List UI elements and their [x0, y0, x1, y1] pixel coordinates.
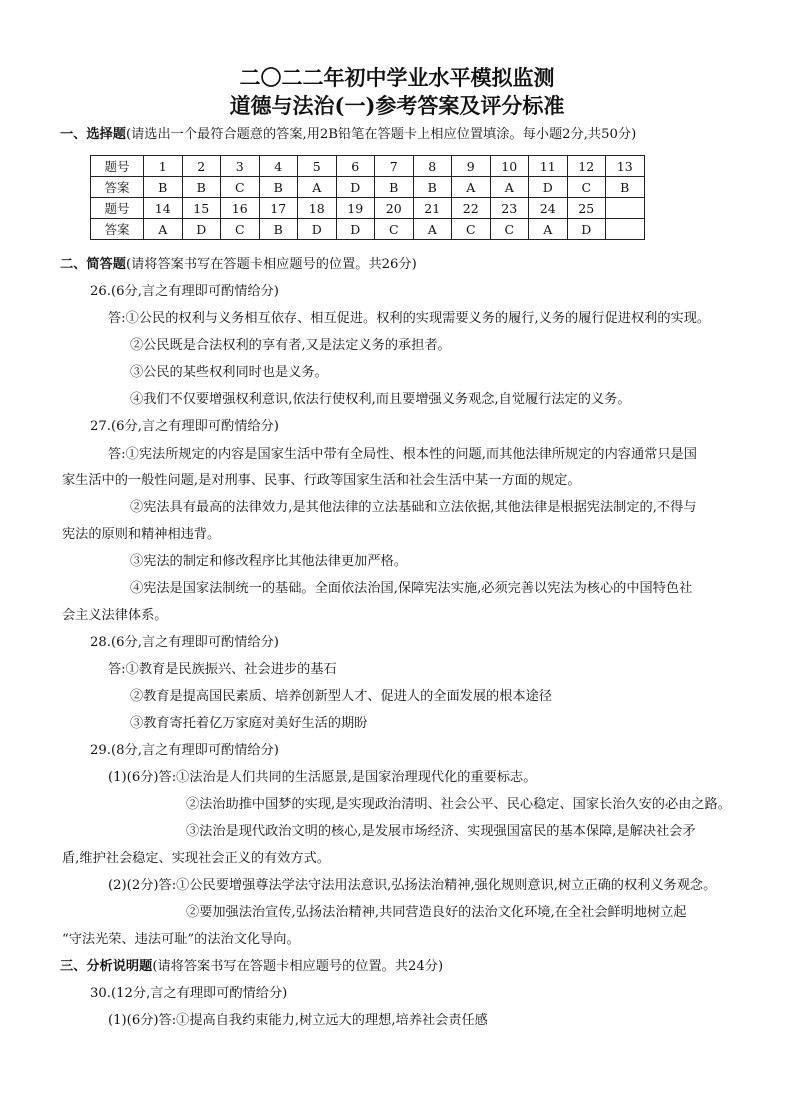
- table-cell: 1: [144, 156, 183, 177]
- answer-line: ③公民的某些权利同时也是义务。: [130, 365, 328, 380]
- answer-line: ④宪法是国家法制统一的基础。全面依法治国,保障宪法实施,必须完善以宪法为核心的中国特色社: [130, 581, 693, 596]
- table-row: [91, 219, 645, 240]
- section1-note: (请选出一个最符合题意的答案,用2B铅笔在答题卡上相应位置填涂。每小题2分,共50分): [125, 127, 637, 142]
- answer-line: ③法治是现代政治文明的核心,是发展市场经济、实现强国富民的基本保障,是解决社会矛: [186, 824, 696, 839]
- question-heading: 30.(12分,言之有理即可酌情给分): [90, 986, 288, 1001]
- section3-heading: 三、分析说明题: [60, 959, 153, 974]
- document-title-line1: 二〇二二年初中学业水平模拟监测: [239, 65, 555, 90]
- table-cell: [606, 198, 645, 219]
- table-cell: B: [606, 177, 645, 198]
- question-heading: 26.(6分,言之有理即可酌情给分): [90, 284, 279, 299]
- answer-line: ②教育是提高国民素质、培养创新型人才、促进人的全面发展的根本途径: [130, 689, 552, 704]
- table-cell: B: [144, 177, 183, 198]
- table-cell: 6: [336, 156, 375, 177]
- table-cell: 25: [567, 198, 606, 219]
- document-title-line2: 道德与法治(一)参考答案及评分标准: [229, 93, 565, 118]
- section2-note: (请将答案书写在答题卡相应题号的位置。共26分): [125, 257, 417, 272]
- table-cell: 8: [413, 156, 452, 177]
- table-cell: A: [490, 177, 529, 198]
- table-cell: C: [567, 177, 606, 198]
- section1-header: [60, 126, 636, 144]
- section2-header: [60, 256, 417, 274]
- answer-line: 家生活中的一般性问题,是对刑事、民事、行政等国家生活和社会生活中某一方面的规定。: [62, 473, 581, 488]
- table-cell: 15: [182, 198, 221, 219]
- question-heading: 29.(8分,言之有理即可酌情给分): [90, 743, 279, 758]
- answer-line: 答:①公民的权利与义务相互依存、相互促进。权利的实现需要义务的履行,义务的履行促进权利的实现。: [108, 311, 711, 326]
- table-cell: 18: [298, 198, 337, 219]
- table-cell: D: [336, 177, 375, 198]
- answer-line: ④我们不仅要增强权利意识,依法行使权利,而且要增强义务观念,自觉履行法定的义务。: [130, 392, 631, 407]
- section3-header: [60, 958, 443, 976]
- question-heading: 27.(6分,言之有理即可酌情给分): [90, 419, 279, 434]
- table-cell: D: [567, 219, 606, 240]
- table-cell: 11: [529, 156, 568, 177]
- table-cell: B: [259, 177, 298, 198]
- table-cell: 13: [606, 156, 645, 177]
- answer-line: ③教育寄托着亿万家庭对美好生活的期盼: [130, 716, 368, 731]
- table-cell: B: [413, 177, 452, 198]
- answer-line: (1)(6分)答:①提高自我约束能力,树立远大的理想,培养社会责任感: [108, 1013, 488, 1028]
- row-label: 答案: [91, 177, 144, 198]
- table-cell: C: [375, 219, 414, 240]
- answer-line: ②法治助推中国梦的实现,是实现政治清明、社会公平、民心稳定、国家长治久安的必由之路。: [186, 797, 731, 812]
- answer-line: ③宪法的制定和修改程序比其他法律更加严格。: [130, 554, 407, 569]
- table-cell: C: [490, 219, 529, 240]
- answer-line: (1)(6分)答:①法治是人们共同的生活愿景,是国家治理现代化的重要标志。: [108, 770, 537, 785]
- table-cell: 23: [490, 198, 529, 219]
- answer-line: ②宪法具有最高的法律效力,是其他法律的立法基础和立法依据,其他法律是根据宪法制定的,不得与: [130, 500, 697, 515]
- answer-line: 会主义法律体系。: [62, 608, 168, 623]
- answer-line: 答:①教育是民族振兴、社会进步的基石: [108, 662, 337, 677]
- table-cell: A: [144, 219, 183, 240]
- table-cell: A: [298, 177, 337, 198]
- table-cell: 21: [413, 198, 452, 219]
- section2-heading: 二、简答题: [60, 257, 126, 272]
- table-cell: C: [221, 177, 260, 198]
- table-cell: 17: [259, 198, 298, 219]
- section1-heading: 一、选择题: [60, 127, 126, 142]
- table-cell: 14: [144, 198, 183, 219]
- row-label: 答案: [91, 219, 144, 240]
- table-cell: C: [221, 219, 260, 240]
- row-label: 题号: [91, 198, 144, 219]
- table-cell: D: [298, 219, 337, 240]
- table-cell: A: [529, 219, 568, 240]
- table-cell: 4: [259, 156, 298, 177]
- answer-line: 宪法的原则和精神相违背。: [62, 527, 221, 542]
- section3-note: (请将答案书写在答题卡相应题号的位置。共24分): [152, 959, 444, 974]
- table-cell: D: [182, 219, 221, 240]
- table-cell: 5: [298, 156, 337, 177]
- table-cell: 19: [336, 198, 375, 219]
- table-cell: 16: [221, 198, 260, 219]
- answer-line: ②公民既是合法权利的享有者,又是法定义务的承担者。: [130, 338, 451, 353]
- table-row: [91, 156, 645, 177]
- answer-line: (2)(2分)答:①公民要增强尊法学法守法用法意识,弘扬法治精神,强化规则意识,树立正确的权利义务观念。: [108, 878, 717, 893]
- row-label: 题号: [91, 156, 144, 177]
- table-cell: B: [375, 177, 414, 198]
- answer-line: 答:①宪法所规定的内容是国家生活中带有全局性、根本性的问题,而其他法律所规定的内容通常只是国: [108, 447, 697, 462]
- table-cell: 3: [221, 156, 260, 177]
- answer-table: [90, 155, 645, 240]
- table-cell: B: [259, 219, 298, 240]
- table-cell: 20: [375, 198, 414, 219]
- table-cell: 9: [452, 156, 491, 177]
- answer-line: “守法光荣、违法可耻”的法治文化导向。: [62, 932, 300, 947]
- question-heading: 28.(6分,言之有理即可酌情给分): [90, 635, 279, 650]
- table-row: [91, 177, 645, 198]
- table-cell: 10: [490, 156, 529, 177]
- table-cell: B: [182, 177, 221, 198]
- table-cell: A: [413, 219, 452, 240]
- table-cell: 22: [452, 198, 491, 219]
- table-cell: 2: [182, 156, 221, 177]
- table-cell: D: [336, 219, 375, 240]
- table-cell: C: [452, 219, 491, 240]
- table-row: [91, 198, 645, 219]
- answer-line: ②要加强法治宣传,弘扬法治精神,共同营造良好的法治文化环境,在全社会鲜明地树立起: [186, 905, 687, 920]
- table-cell: 12: [567, 156, 606, 177]
- table-cell: D: [529, 177, 568, 198]
- table-cell: A: [452, 177, 491, 198]
- table-cell: 7: [375, 156, 414, 177]
- answer-line: 盾,维护社会稳定、实现社会正义的有效方式。: [62, 851, 330, 866]
- table-cell: 24: [529, 198, 568, 219]
- table-cell: [606, 219, 645, 240]
